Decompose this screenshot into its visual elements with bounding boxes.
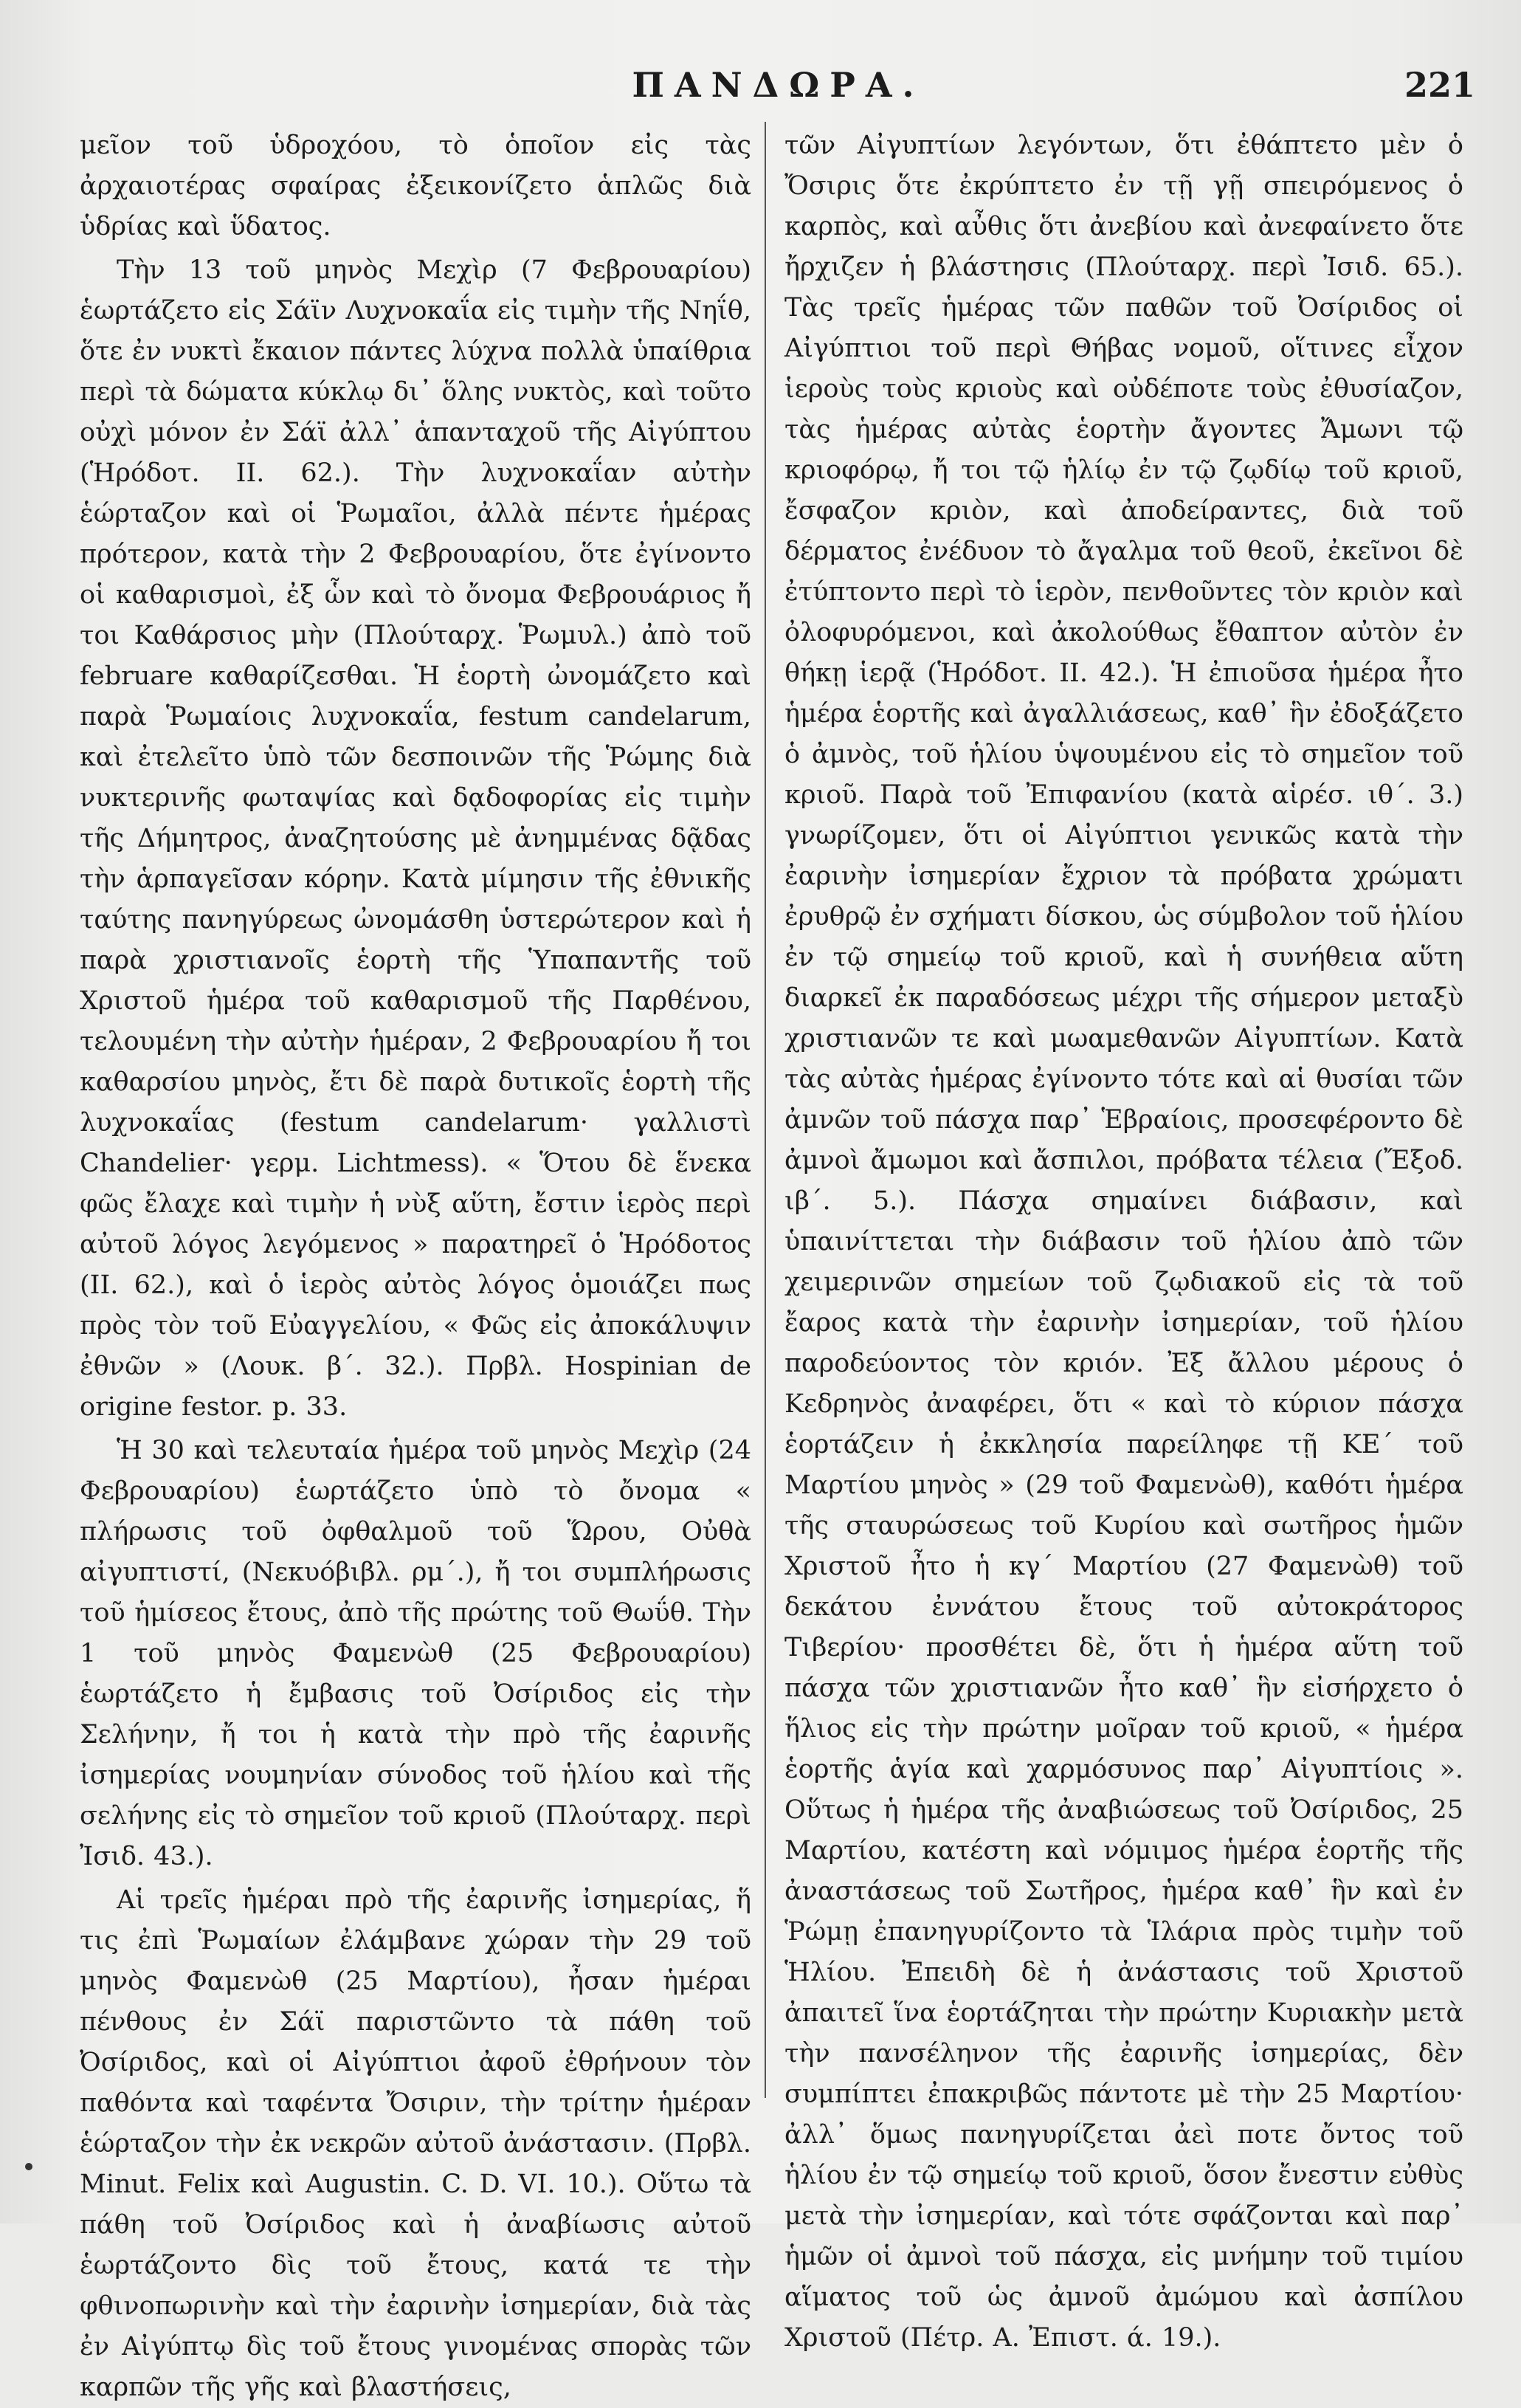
page-number: 221 — [1404, 65, 1475, 105]
page-header — [81, 65, 1475, 117]
ink-spot — [25, 2163, 32, 2170]
paragraph: μεῖον τοῦ ὑδροχόου, τὸ ὁποῖον εἰς τὰς ἀρχαιοτέρας σφαίρας ἐξεικονίζετο ἁπλῶς διὰ ὑδρίας καὶ ὕδατος. — [80, 131, 751, 241]
running-title: ΠΑΝΔΩΡΑ. — [632, 65, 925, 105]
paragraph: Τὴν 13 τοῦ μηνὸς Μεχὶρ (7 Φεβρουαρίου) ἑωρτάζετο εἰς Σάϊν Λυχνοκαΐα εἰς τιμὴν τῆς Νηΐθ, ὅτε ἐν νυκτὶ ἔκαιον πάντες λύχνα πολλὰ ὑπαίθρια περὶ τὰ δώματα κύκλῳ δι᾽ ὅλης νυκτὸς, καὶ τοῦτο οὐχὶ μόνον ἐν Σάϊ ἀλλ᾽ ἁπανταχοῦ τῆς Αἰγύπτου (Ἡρόδοτ. II. 62.). Τὴν λυχνοκαΐαν αὐτὴν ἑώρταζον καὶ οἱ Ῥωμαῖοι, ἀλλὰ πέντε ἡμέρας πρότερον, κατὰ τὴν 2 Φεβρουαρίου, ὅτε ἐγίνοντο οἱ καθαρισμοὶ, ἐξ ὧν καὶ τὸ ὄνομα Φεβρουάριος ἤ τοι Καθάρσιος μὴν (Πλούταρχ. Ῥωμυλ.) ἀπὸ τοῦ februare καθαρίζεσθαι. Ἡ ἑορτὴ ὠνομάζετο καὶ παρὰ Ῥωμαίοις λυχνοκαΐα, festum candelarum, καὶ ἐτελεῖτο ὑπὸ τῶν δεσποινῶν τῆς Ῥώμης διὰ νυκτερινῆς φωταψίας καὶ δᾳδοφορίας εἰς τιμὴν τῆς Δήμητρος, ἀναζητούσης μὲ ἀνημμένας δᾷδας τὴν ἁρπαγεῖσαν κόρην. Κατὰ μίμησιν τῆς ἐθνικῆς ταύτης πανηγύρεως ὠνομάσθη ὑστερώτερον καὶ ἡ παρὰ χριστιανοῖς ἑορτὴ τῆς Ὑπαπαντῆς τοῦ Χριστοῦ ἡμέρα τοῦ καθαρισμοῦ τῆς Παρθένου, τελουμένη τὴν αὐτὴν ἡμέραν, 2 Φεβρουαρίου ἤ τοι καθαρσίου μηνὸς, ἔτι δὲ παρὰ δυτικοῖς ἑορτὴ τῆς λυχνοκαΐας (festum candelarum· γαλλιστὶ Chandelier· γερμ. Lichtmess). « Ὅτου δὲ ἕνεκα φῶς ἔλαχε καὶ τιμὴν ἡ νὺξ αὕτη, ἔστιν ἱερὸς περὶ αὐτοῦ λόγος λεγόμενος » παρατηρεῖ ὁ Ἡρόδοτος (II. 62.), καὶ ὁ ἱερὸς αὐτὸς λόγος ὁμοιάζει πως πρὸς τὸν τοῦ Εὐαγγελίου, « Φῶς εἰς ἀποκάλυψιν ἐθνῶν » (Λουκ. β΄. 32.). Πρβλ. Hospinian de origine festor. p. 33. — [80, 255, 751, 1422]
paragraph: Αἱ τρεῖς ἡμέραι πρὸ τῆς ἐαρινῆς ἰσημερίας, ἥ τις ἐπὶ Ῥωμαίων ἐλάμβανε χώραν τὴν 29 τοῦ μηνὸς Φαμενὼθ (25 Μαρτίου), ἦσαν ἡμέραι πένθους ἐν Σάϊ παριστῶντο τὰ πάθη τοῦ Ὀσίριδος, καὶ οἱ Αἰγύπτιοι ἀφοῦ ἐθρήνουν τὸν παθόντα καὶ ταφέντα Ὄσιριν, τὴν τρίτην ἡμέραν ἑώρταζον τὴν ἐκ νεκρῶν αὐτοῦ ἀνάστασιν. (Πρβλ. Minut. Felix καὶ Augustin. C. D. VI. 10.). Οὕτω τὰ πάθη τοῦ Ὀσίριδος καὶ ἡ ἀναβίωσις αὐτοῦ ἑωρτάζοντο δὶς τοῦ ἔτους, κατά τε τὴν φθινοπωρινὴν καὶ τὴν ἐαρινὴν ἰσημερίαν, διὰ τὰς ἐν Αἰγύπτῳ δὶς τοῦ ἔτους γινομένας σπορὰς τῶν καρπῶν τῆς γῆς καὶ βλαστήσεις, — [80, 1885, 751, 2402]
paragraph: τῶν Αἰγυπτίων λεγόντων, ὅτι ἐθάπτετο μὲν ὁ Ὄσιρις ὅτε ἐκρύπτετο ἐν τῇ γῇ σπειρόμενος ὁ καρπὸς, καὶ αὖθις ὅτι ἀνεβίου καὶ ἀνεφαίνετο ὅτε ἤρχιζεν ἡ βλάστησις (Πλούταρχ. περὶ Ἰσιδ. 65.). Τὰς τρεῖς ἡμέρας τῶν παθῶν τοῦ Ὀσίριδος οἱ Αἰγύπτιοι τοῦ περὶ Θήβας νομοῦ, οἵτινες εἶχον ἱεροὺς τοὺς κριοὺς καὶ οὐδέποτε τοὺς ἐθυσίαζον, τὰς ἡμέρας αὐτὰς ἑορτὴν ἄγοντες Ἄμωνι τῷ κριοφόρῳ, ἤ τοι τῷ ἡλίῳ ἐν τῷ ζῳδίῳ τοῦ κριοῦ, ἔσφαζον κριὸν, καὶ ἀποδείραντες, διὰ τοῦ δέρματος ἐνέδυον τὸ ἄγαλμα τοῦ θεοῦ, ἐκεῖνοι δὲ ἐτύπτοντο περὶ τὸ ἱερὸν, πενθοῦντες τὸν κριὸν καὶ ὀλοφυρόμενοι, καὶ ἀκολούθως ἔθαπτον αὐτὸν ἐν θήκῃ ἱερᾷ (Ἡρόδοτ. II. 42.). Ἡ ἐπιοῦσα ἡμέρα ἦτο ἡμέρα ἑορτῆς καὶ ἀγαλλιάσεως, καθ᾽ ἣν ἐδοξάζετο ὁ ἀμνὸς, τοῦ ἡλίου ὑψουμένου εἰς τὸ σημεῖον τοῦ κριοῦ. Παρὰ τοῦ Ἐπιφανίου (κατὰ αἱρέσ. ιθ΄. 3.) γνωρίζομεν, ὅτι οἱ Αἰγύπτιοι γενικῶς κατὰ τὴν ἐαρινὴν ἰσημερίαν ἔχριον τὰ πρόβατα χρώματι ἐρυθρῷ ἐν σχήματι δίσκου, ὡς σύμβολον τοῦ ἡλίου ἐν τῷ σημείῳ τοῦ κριοῦ, καὶ ἡ συνήθεια αὕτη διαρκεῖ ἐκ παραδόσεως μέχρι τῆς σήμερον μεταξὺ χριστιανῶν τε καὶ μωαμεθανῶν Αἰγυπτίων. Κατὰ τὰς αὐτὰς ἡμέρας ἐγίνοντο τότε καὶ αἱ θυσίαι τῶν ἀμνῶν τοῦ πάσχα παρ᾽ Ἑβραίοις, προσεφέροντο δὲ ἀμνοὶ ἄμωμοι καὶ ἄσπιλοι, πρόβατα τέλεια (Ἔξοδ. ιβ΄. 5.). Πάσχα σημαίνει διάβασιν, καὶ ὑπαινίττεται τὴν διάβασιν τοῦ ἡλίου ἀπὸ τῶν χειμερινῶν σημείων τοῦ ζῳδιακοῦ εἰς τὰ τοῦ ἔαρος κατὰ τὴν ἐαρινὴν ἰσημερίαν, τοῦ ἡλίου παροδεύοντος τὸν κριόν. Ἐξ ἄλλου μέρους ὁ Κεδρηνὸς ἀναφέρει, ὅτι « καὶ τὸ κύριον πάσχα ἑορτάζειν ἡ ἐκκλησία παρείληφε τῇ ΚΕ΄ τοῦ Μαρτίου μηνὸς » (29 τοῦ Φαμενὼθ), καθότι ἡμέρα τῆς σταυρώσεως τοῦ Κυρίου καὶ σωτῆρος ἡμῶν Χριστοῦ ἦτο ἡ κγ΄ Μαρτίου (27 Φαμενὼθ) τοῦ δεκάτου ἐννάτου ἔτους τοῦ αὐτοκράτορος Τιβερίου· προσθέτει δὲ, ὅτι ἡ ἡμέρα αὕτη τοῦ πάσχα τῶν χριστιανῶν ἦτο καθ᾽ ἣν εἰσήρχετο ὁ ἥλιος εἰς τὴν πρώτην μοῖραν τοῦ κριοῦ, « ἡμέρα ἑορτῆς ἁγία καὶ χαρμόσυνος παρ᾽ Αἰγυπτίοις ». Οὕτως ἡ ἡμέρα τῆς ἀναβιώσεως τοῦ Ὀσίριδος, 25 Μαρτίου, κατέστη καὶ νόμιμος ἡμέρα ἑορτῆς τῆς ἀναστάσεως τοῦ Σωτῆρος, ἡμέρα καθ᾽ ἣν καὶ ἐν Ῥώμῃ ἐπανηγυρίζοντο τὰ Ἱλάρια πρὸς τιμὴν τοῦ Ἡλίου. Ἐπειδὴ δὲ ἡ ἀνάστασις τοῦ Χριστοῦ ἀπαιτεῖ ἵνα ἑορτάζηται τὴν πρώτην Κυριακὴν μετὰ τὴν πανσέληνον τῆς ἐαρινῆς ἰσημερίας, δὲν συμπίπτει ἐπακριβῶς πάντοτε μὲ τὴν 25 Μαρτίου· ἀλλ᾽ ὅμως πανηγυρίζεται ἀεὶ ποτε ὄντος τοῦ ἡλίου ἐν τῷ σημείῳ τοῦ κριοῦ, ὅσον ἔνεστιν εὐθὺς μετὰ τὴν ἰσημερίαν, καὶ τότε σφάζονται καὶ παρ᾽ ἡμῶν οἱ ἀμνοὶ τοῦ πάσχα, εἰς μνήμην τοῦ τιμίου αἵματος τοῦ ὡς ἀμνοῦ ἀμώμου καὶ ἀσπίλου Χριστοῦ (Πέτρ. Α. Ἐπιστ. ά. 19.). — [784, 131, 1463, 2353]
right-column — [784, 125, 1463, 2353]
paragraph: Ἡ 30 καὶ τελευταία ἡμέρα τοῦ μηνὸς Μεχὶρ (24 Φεβρουαρίου) ἑωρτάζετο ὑπὸ τὸ ὄνομα « πλήρωσις τοῦ ὀφθαλμοῦ τοῦ Ὥρου, Οὐθὰ αἰγυπτιστί, (Νεκυόβιβλ. ρμ΄.), ἤ τοι συμπλήρωσις τοῦ ἡμίσεος ἔτους, ἀπὸ τῆς πρώτης τοῦ Θωΰθ. Τὴν 1 τοῦ μηνὸς Φαμενὼθ (25 Φεβρουαρίου) ἑωρτάζετο ἡ ἔμβασις τοῦ Ὀσίριδος εἰς τὴν Σελήνην, ἤ τοι ἡ κατὰ τὴν πρὸ τῆς ἐαρινῆς ἰσημερίας νουμηνίαν σύνοδος τοῦ ἡλίου καὶ τῆς σελήνης εἰς τὸ σημεῖον τοῦ κριοῦ (Πλούταρχ. περὶ Ἰσιδ. 43.). — [80, 1436, 751, 1871]
column-divider — [765, 122, 766, 2098]
left-column — [80, 125, 751, 2402]
